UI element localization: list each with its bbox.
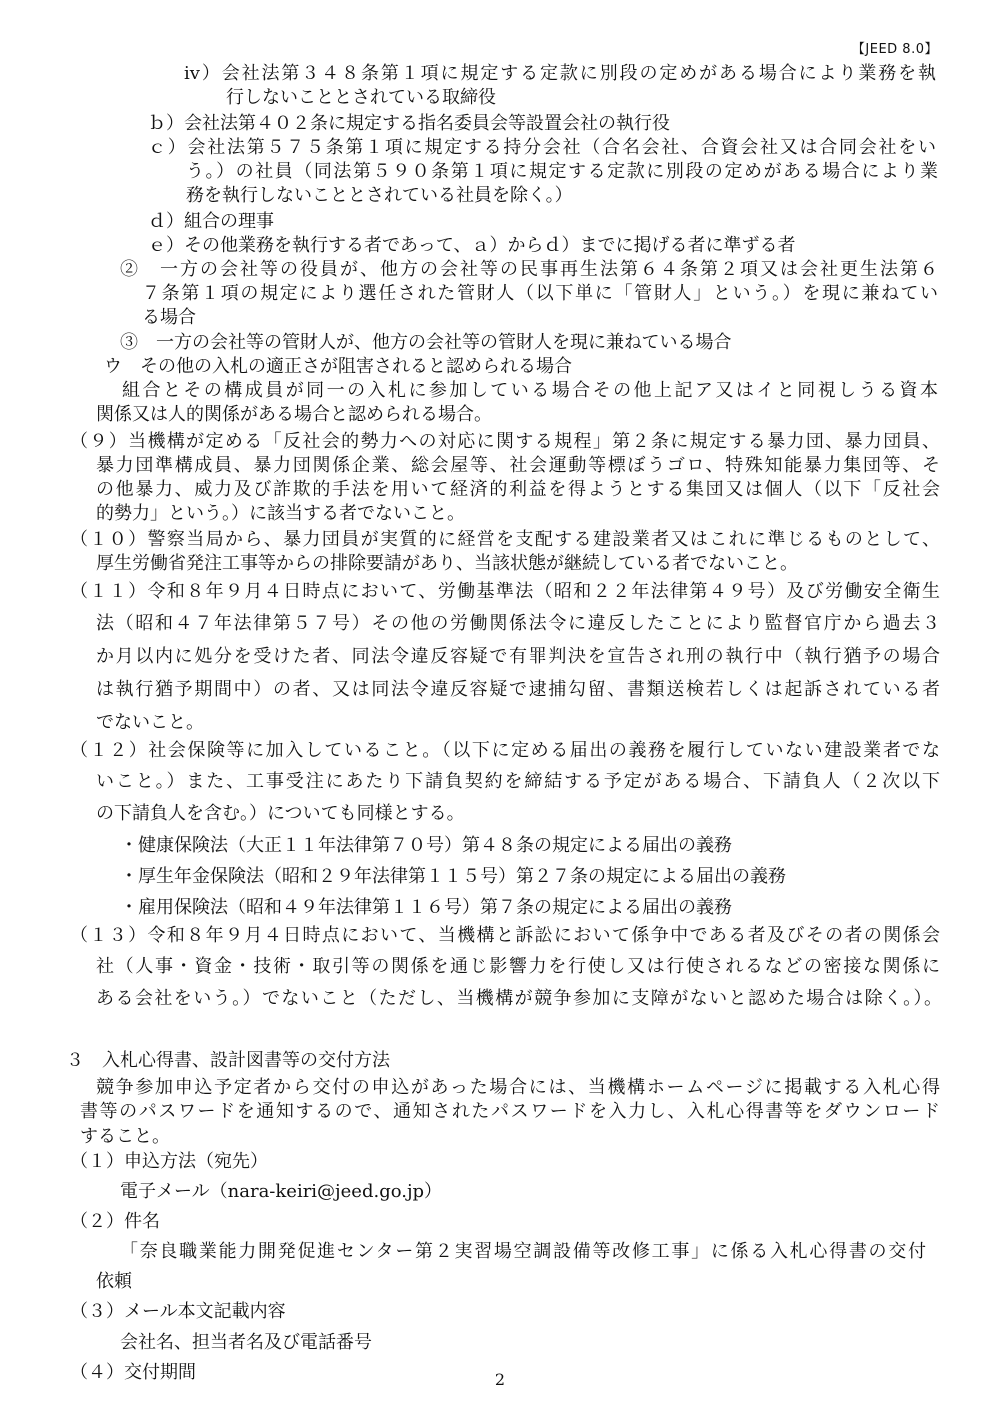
text-line: 的勢力」という。）に該当する者でないこと。 <box>96 503 465 524</box>
text-line: ⅳ）会社法第３４８条第１項に規定する定款に別段の定めがある場合により業務を執 <box>184 63 936 84</box>
text-line: （１２）社会保険等に加入していること。（以下に定める届出の義務を履行していない建設業者でな <box>70 740 940 761</box>
text-line: ・厚生年金保険法（昭和２９年法律第１１５号）第２７条の規定による届出の義務 <box>120 866 786 887</box>
text-line: ③ 一方の会社等の管財人が、他方の会社等の管財人を現に兼ねている場合 <box>120 332 732 353</box>
text-line: 依頼 <box>96 1271 132 1292</box>
text-line: 会社名、担当者名及び電話番号 <box>120 1332 372 1353</box>
text-line: ３ 入札心得書、設計図書等の交付方法 <box>66 1050 390 1071</box>
text-line: （１）申込方法（宛先） <box>70 1151 268 1172</box>
text-line: （１０）警察当局から、暴力団員が実質的に経営を支配する建設業者又はこれに準じるものとして、 <box>70 529 940 550</box>
text-line: ｃ）会社法第５７５条第１項に規定する持分会社（合名会社、合資会社又は合同会社をい <box>148 137 936 158</box>
text-line: ・雇用保険法（昭和４９年法律第１１６号）第７条の規定による届出の義務 <box>120 897 732 918</box>
text-line: （４）交付期間 <box>70 1362 196 1383</box>
text-line: 社（人事・資金・技術・取引等の関係を通じ影響力を行使し又は行使されるなどの密接な関係に <box>96 956 940 977</box>
text-line: いこと。）また、工事受注にあたり下請負契約を締結する予定がある場合、下請負人（２次以下 <box>96 771 940 792</box>
text-line: 暴力団準構成員、暴力団関係企業、総会屋等、社会運動等標ぼうゴロ、特殊知能暴力集団等、そ <box>96 455 940 476</box>
text-line: すること。 <box>80 1126 170 1147</box>
text-line: 組合とその構成員が同一の入札に参加している場合その他上記ア又はイと同視しうる資本 <box>122 380 938 401</box>
text-line: （２）件名 <box>70 1211 160 1232</box>
text-line: ｄ）組合の理事 <box>148 211 274 232</box>
text-line: でないこと。 <box>96 712 204 733</box>
text-line: 厚生労働省発注工事等からの排除要請があり、当該状態が継続している者でないこと。 <box>96 553 798 574</box>
text-line: ｅ）その他業務を執行する者であって、ａ）からｄ）までに掲げる者に準ずる者 <box>148 235 796 256</box>
text-line: は執行猶予期間中）の者、又は同法令違反容疑で逮捕勾留、書類送検若しくは起訴されている者 <box>96 679 940 700</box>
text-line: の他暴力、威力及び詐欺的手法を用いて経済的利益を得ようとする集団又は個人（以下「反社会 <box>96 479 940 500</box>
text-line: 関係又は人的関係がある場合と認められる場合。 <box>96 404 492 425</box>
document-code-tag: 【JEED 8.0】 <box>851 42 938 57</box>
text-line: ７条第１項の規定により選任された管財人（以下単に「管財人」という。）を現に兼ねてい <box>142 283 938 304</box>
text-line: 「奈良職業能力開発促進センター第２実習場空調設備等改修工事」に係る入札心得書の交付 <box>120 1241 926 1262</box>
text-line: ② 一方の会社等の役員が、他方の会社等の民事再生法第６４条第２項又は会社更生法第６ <box>120 259 938 280</box>
text-line: ウ その他の入札の適正さが阻害されると認められる場合 <box>104 356 572 377</box>
text-line: （９）当機構が定める「反社会的勢力への対応に関する規程」第２条に規定する暴力団、暴力団員、 <box>70 431 940 452</box>
text-line: の下請負人を含む。）についても同様とする。 <box>96 803 465 824</box>
text-line: 行しないこととされている取締役 <box>226 87 496 108</box>
text-line: 法（昭和４７年法律第５７号）その他の労働関係法令に違反したことにより監督官庁から過去３ <box>96 613 940 634</box>
text-line: 電子メール（nara-keiri@jeed.go.jp） <box>120 1181 443 1202</box>
text-line: 務を執行しないこととされている社員を除く。） <box>186 185 573 206</box>
text-line: る場合 <box>142 307 196 328</box>
text-line: ｂ）会社法第４０２条に規定する指名委員会等設置会社の執行役 <box>148 113 670 134</box>
text-line: か月以内に処分を受けた者、同法令違反容疑で有罪判決を宣告され刑の執行中（執行猶予の場合 <box>96 646 940 667</box>
text-line: （１３）令和８年９月４日時点において、当機構と訴訟において係争中である者及びその者の関係会 <box>70 925 940 946</box>
text-line: （１１）令和８年９月４日時点において、労働基準法（昭和２２年法律第４９号）及び労働安全衛生 <box>70 581 940 602</box>
text-line: （３）メール本文記載内容 <box>70 1301 286 1322</box>
page-number: 2 <box>494 1370 506 1389</box>
text-line: ・健康保険法（大正１１年法律第７０号）第４８条の規定による届出の義務 <box>120 835 732 856</box>
text-line: ある会社をいう。）でないこと（ただし、当機構が競争参加に支障がないと認めた場合は除く。）。 <box>96 988 942 1009</box>
text-line: 競争参加申込予定者から交付の申込があった場合には、当機構ホームページに掲載する入札心得 <box>96 1077 940 1098</box>
text-line: 書等のパスワードを通知するので、通知されたパスワードを入力し、入札心得書等をダウンロード <box>80 1101 940 1122</box>
text-line: う。）の社員（同法第５９０条第１項に規定する定款に別段の定めがある場合により業 <box>186 161 938 182</box>
